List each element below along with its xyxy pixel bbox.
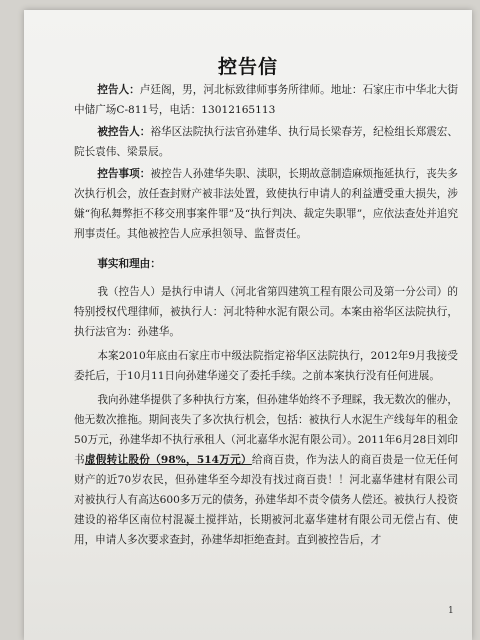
page-number: 1: [448, 606, 454, 616]
matters-text: 被控告人孙建华失职、渎职，长期故意制造麻烦拖延执行，丧失多次执行机会，放任查封财产被非法处置，致使执行申请人的利益遭受重大损失，涉嫌“徇私舞弊拒不移交刑事案件罪”及“执行判决、裁定失职罪”，应依法查处并追究刑事责任。其他被控告人应承担领导、监督责任。: [74, 168, 458, 240]
accused-text: 裕华区法院执行法官孙建华、执行局长梁春芳，纪检组长郑震宏、院长袁伟、梁景辰。: [74, 126, 458, 158]
matters-label: 控告事项：: [97, 168, 151, 180]
matters-paragraph: [74, 164, 458, 244]
facts-paragraph-2: 本案2010年底由石家庄市中级法院指定裕华区法院执行，2012年9月我接受委托后，于10月11日向孙建华递交了委托手续。之前本案执行没有任何进展。: [74, 350, 458, 382]
document-page: [24, 10, 472, 640]
document-title: 控告信: [217, 56, 278, 78]
complainant-paragraph: [74, 80, 458, 120]
document-body: [74, 80, 458, 550]
facts-paragraph-3-start: 我向孙建华提供了多种执行方案，但孙建华始终不予理睬，我无数次的催办，他无数次推拖。期间丧失了多次执行机会，包括：被执行人水泥生产线每年的租金50万元，孙建华却不执行承租人（河北嘉华水泥有限公司）。2011年6月28日刘印书: [74, 394, 458, 466]
facts-paragraph-1: 我（控告人）是执行申请人（河北省第四建筑工程有限公司及第一分公司）的特别授权代理律师，被执行人：河北特种水泥有限公司。本案由裕华区法院执行，执行法官为：孙建华。: [74, 286, 458, 338]
accused-paragraph: [74, 122, 458, 162]
complainant-label: 控告人：: [97, 84, 140, 96]
facts-heading: 事实和理由：: [97, 258, 161, 270]
facts-paragraph-3-end: 给商百贵，作为法人的商百贵是一位无任何财产的近70岁农民，但孙建华至今却没有找过商百贵！！河北嘉华建材有限公司对被执行人有高达600多万元的债务，孙建华却不责令债务人偿还。被执行人投资建设的裕华区南位村混凝土搅拌站，长期被河北嘉华建材有限公司无偿占有、使用，申请人多次要求查封，孙建华却拒绝查封。直到被控告后，才: [74, 454, 459, 546]
complainant-text: 卢廷阁，男，河北标致律师事务所律师。地址：石家庄市中华北大街中储广场C-811号，电话：13012165113: [74, 84, 458, 116]
accused-label: 被控告人：: [97, 126, 151, 138]
facts-paragraph-3: [74, 390, 458, 550]
fake-share-transfer-text: 虚假转让股份（98%，514万元）: [84, 454, 252, 466]
